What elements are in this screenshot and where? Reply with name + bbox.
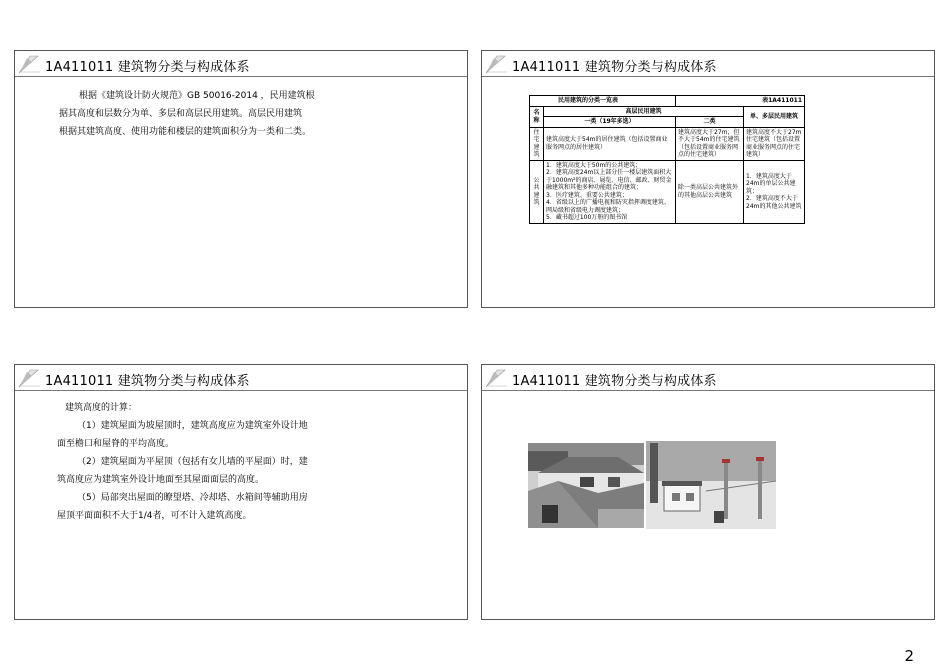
table-header-row — [530, 106, 805, 117]
row-class2: 建筑高度大于27m，但不大于54m的住宅建筑（包括设置商业服务网点的住宅建筑） — [676, 127, 744, 160]
slide-body — [57, 399, 457, 525]
table-row — [530, 160, 805, 223]
list-item: 2．建筑高度不大于24m的其他公共建筑 — [746, 195, 802, 210]
slide-title: 1A411011 建筑物分类与构成体系 — [45, 374, 250, 389]
list-item: 1．建筑高度大于24m的单层公共建筑； — [746, 172, 796, 195]
body-line: 面至檐口和屋脊的平均高度。 — [57, 439, 175, 449]
header-class1: 一类（19年多选） — [544, 117, 676, 128]
header-low-rise: 单、多层民用建筑 — [744, 106, 805, 127]
page-curl-icon — [18, 54, 42, 74]
slide-header — [482, 365, 934, 391]
pitched-roof-house-photo — [528, 443, 644, 528]
body-line: 根据其建筑高度、使用功能和楼层的建筑面积分为一类和二类。 — [59, 127, 312, 137]
page-curl-icon — [485, 368, 509, 388]
row-low-rise: 建筑高度不大于27m住宅建筑（包括设置商业服务网点的住宅建筑） — [744, 127, 805, 160]
row-class1: 建筑高度大于54m的居住建筑（包括设置商业服务网点的居住建筑） — [544, 127, 676, 160]
row-low-rise — [744, 160, 805, 223]
table-caption: 民用建筑的分类一览表 — [530, 96, 676, 107]
body-line: 根据《建筑设计防火规范》GB 50016-2014 ，民用建筑根 — [79, 91, 315, 101]
row-name: 住宅建筑 — [530, 127, 544, 160]
body-line: 屋顶平面面积不大于1/4者，可不计入建筑高度。 — [57, 511, 252, 521]
body-line: （1）建筑屋面为坡屋顶时，建筑高度应为建筑室外设计地 — [77, 421, 308, 431]
header-high-rise: 高层民用建筑 — [544, 106, 744, 117]
body-line: 筑高度应为建筑室外设计地面至其屋面面层的高度。 — [57, 475, 265, 485]
table-caption-row — [530, 96, 805, 107]
list-item: 3．医疗建筑、重要公共建筑； — [546, 191, 628, 199]
list-item: 4．省级以上的广播电视和防灾指挥调度建筑、网局级和省级电力调度建筑； — [546, 199, 670, 214]
body-line: （2）建筑屋面为平屋顶（包括有女儿墙的平屋面）时，建 — [77, 457, 308, 467]
page-number: 2 — [904, 647, 914, 665]
slide-3 — [14, 364, 468, 620]
list-item: 5．藏书超过100万册的图书馆 — [546, 214, 628, 221]
page-curl-icon — [18, 368, 42, 388]
header-name: 名称 — [530, 106, 544, 127]
slide-header — [482, 51, 934, 77]
slide-1 — [14, 50, 468, 308]
flat-roof-photo — [646, 441, 776, 529]
slide-header — [15, 51, 467, 77]
slide-title: 1A411011 建筑物分类与构成体系 — [512, 60, 717, 75]
slide-title: 1A411011 建筑物分类与构成体系 — [512, 374, 717, 389]
list-item: 1．建筑高度大于50m的公共建筑； — [546, 161, 642, 169]
table-number: 表1A411011 — [676, 96, 805, 107]
slide-title: 1A411011 建筑物分类与构成体系 — [45, 60, 250, 75]
table-row — [530, 127, 805, 160]
header-class2: 二类 — [676, 117, 744, 128]
row-class2: 除一类高层公共建筑外的其他高层公共建筑 — [676, 160, 744, 223]
slide-2 — [481, 50, 935, 308]
slide-header — [15, 365, 467, 391]
body-line: （5）局部突出屋面的瞭望塔、冷却塔、水箱间等辅助用房 — [77, 493, 308, 503]
slide-body — [59, 87, 459, 141]
page-curl-icon — [485, 54, 509, 74]
row-class1 — [544, 160, 676, 223]
body-line: 据其高度和层数分为单、多层和高层民用建筑。高层民用建筑 — [59, 109, 303, 119]
row-name: 公共建筑 — [530, 160, 544, 223]
body-line: 建筑高度的计算： — [65, 403, 138, 413]
list-item: 2．建筑高度24m以上部分任一楼层建筑面积大于1000m²的商店、展览、电信、邮政、财贸金融建筑和其他多种功能组合的建筑； — [546, 169, 672, 191]
slide-4 — [481, 364, 935, 620]
building-classification-table — [529, 95, 805, 224]
